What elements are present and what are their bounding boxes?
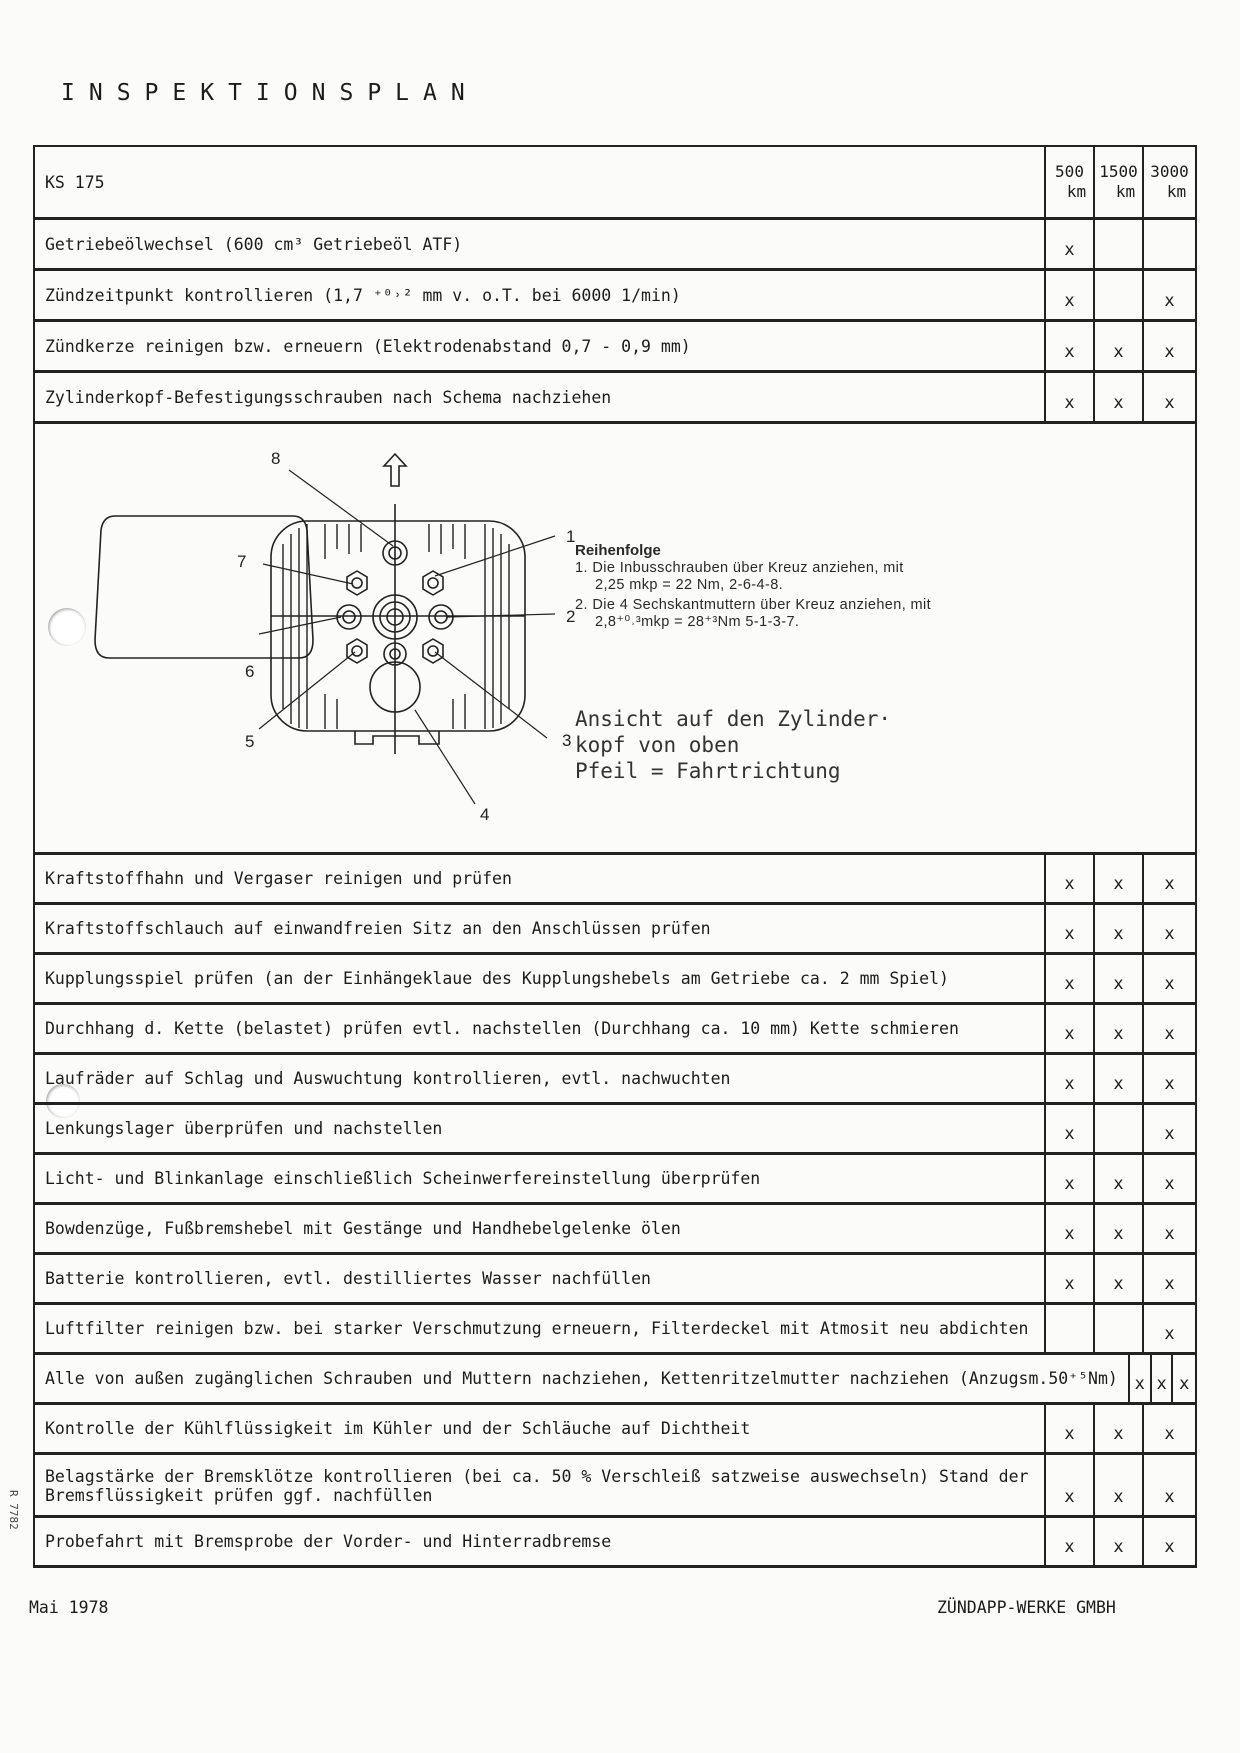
interval-mark: x bbox=[1046, 905, 1095, 952]
sequence-step-1: 1. Die Inbusschrauben über Kreuz anziehen, mit 2,25 mkp = 22 Nm, 2-6-4-8. bbox=[575, 559, 904, 593]
table-row bbox=[35, 1355, 1195, 1405]
page-title: INSPEKTIONSPLAN bbox=[61, 80, 479, 106]
interval-500 bbox=[1046, 147, 1095, 217]
interval-mark: x bbox=[1164, 1024, 1175, 1044]
table-row bbox=[35, 1518, 1195, 1568]
cooling-fins bbox=[283, 524, 509, 729]
tightening-sequence bbox=[575, 542, 935, 632]
number-7: 7 bbox=[237, 552, 247, 571]
interval-1500 bbox=[1095, 147, 1144, 217]
interval-mark: x bbox=[1046, 271, 1095, 319]
table-row bbox=[35, 1205, 1195, 1255]
table-row bbox=[35, 373, 1195, 424]
interval-mark: x bbox=[1164, 1487, 1175, 1507]
rows-bottom bbox=[35, 855, 1195, 1568]
interval-mark: x bbox=[1130, 1355, 1152, 1402]
table-row bbox=[35, 855, 1195, 905]
table-row bbox=[35, 1305, 1195, 1355]
interval-3000 bbox=[1144, 147, 1195, 217]
interval-mark: x bbox=[1046, 1255, 1095, 1302]
task-label: Licht- und Blinkanlage einschließlich Scheinwerfereinstellung überprüfen bbox=[35, 1155, 1046, 1202]
table-row bbox=[35, 1455, 1195, 1518]
number-3: 3 bbox=[562, 731, 572, 750]
interval-mark: x bbox=[1164, 924, 1175, 944]
interval-mark: x bbox=[1046, 1155, 1095, 1202]
interval-mark: x bbox=[1095, 1405, 1144, 1452]
interval-mark: x bbox=[1164, 1224, 1175, 1244]
task-label: Bowdenzüge, Fußbremshebel mit Gestänge und Handhebelgelenke ölen bbox=[35, 1205, 1046, 1252]
table-row bbox=[35, 955, 1195, 1005]
number-4: 4 bbox=[480, 805, 490, 824]
interval-mark bbox=[1046, 1305, 1095, 1352]
view-line: kopf von oben bbox=[575, 733, 740, 757]
table-row bbox=[35, 1005, 1195, 1055]
number-2: 2 bbox=[566, 607, 575, 626]
side-note: R 7782 bbox=[7, 1490, 20, 1530]
task-label: Kontrolle der Kühlflüssigkeit im Kühler und der Schläuche auf Dichtheit bbox=[35, 1405, 1046, 1452]
footer-date: Mai 1978 bbox=[29, 1598, 109, 1617]
interval-mark: x bbox=[1164, 342, 1175, 362]
interval-unit: km bbox=[1115, 182, 1136, 201]
cylinder-head-diagram bbox=[35, 424, 1195, 855]
table-row bbox=[35, 905, 1195, 955]
task-label: Laufräder auf Schlag und Auswuchtung kontrollieren, evtl. nachwuchten bbox=[35, 1055, 1046, 1102]
table-row bbox=[35, 220, 1195, 271]
interval-mark: x bbox=[1095, 1005, 1144, 1052]
table-row bbox=[35, 322, 1195, 373]
table-row bbox=[35, 1405, 1195, 1455]
interval-mark: x bbox=[1046, 1405, 1095, 1452]
interval-mark: x bbox=[1164, 1274, 1175, 1294]
interval-mark bbox=[1095, 1105, 1144, 1152]
table-row bbox=[35, 1105, 1195, 1155]
interval-mark: x bbox=[1164, 393, 1175, 413]
task-label: Lenkungslager überprüfen und nachstellen bbox=[35, 1105, 1046, 1152]
interval-mark: x bbox=[1046, 373, 1095, 421]
interval-mark: x bbox=[1046, 855, 1095, 902]
task-label: Getriebeölwechsel (600 cm³ Getriebeöl ATF) bbox=[35, 220, 1046, 268]
interval-mark: x bbox=[1046, 1005, 1095, 1052]
interval-mark: x bbox=[1046, 1455, 1095, 1515]
interval-mark bbox=[1095, 220, 1144, 268]
table-row bbox=[35, 1255, 1195, 1305]
interval-mark bbox=[1144, 220, 1195, 268]
task-label: Belagstärke der Bremsklötze kontrollieren (bei ca. 50 % Verschleiß satzweise auswechseln) Stand der Bremsflüssigkeit prüfen ggf. nachfüllen bbox=[35, 1455, 1046, 1515]
task-label: Zündzeitpunkt kontrollieren (1,7 ⁺⁰˒² mm v. o.T. bei 6000 1/min) bbox=[35, 271, 1046, 319]
interval-mark: x bbox=[1164, 974, 1175, 994]
view-line: Pfeil = Fahrtrichtung bbox=[575, 759, 841, 783]
table-row bbox=[35, 1055, 1195, 1105]
interval-value: 500 bbox=[1055, 162, 1084, 181]
view-line: Ansicht auf den Zylinder· bbox=[575, 707, 892, 731]
interval-mark: x bbox=[1095, 322, 1144, 370]
task-label: Kupplungsspiel prüfen (an der Einhängeklaue des Kupplungshebels am Getriebe ca. 2 mm Spiel) bbox=[35, 955, 1046, 1002]
task-label: Batterie kontrollieren, evtl. destilliertes Wasser nachfüllen bbox=[35, 1255, 1046, 1302]
interval-mark: x bbox=[1164, 1124, 1175, 1144]
task-label: Kraftstoffschlauch auf einwandfreien Sitz an den Anschlüssen prüfen bbox=[35, 905, 1046, 952]
interval-mark: x bbox=[1046, 955, 1095, 1002]
task-label: Luftfilter reinigen bzw. bei starker Verschmutzung erneuern, Filterdeckel mit Atmosit neu abdichten bbox=[35, 1305, 1046, 1352]
interval-mark: x bbox=[1046, 1055, 1095, 1102]
interval-mark: x bbox=[1095, 1455, 1144, 1515]
sequence-title: Reihenfolge bbox=[575, 542, 661, 559]
footer-company: ZÜNDAPP-WERKE GMBH bbox=[937, 1598, 1116, 1617]
inspection-table bbox=[33, 145, 1197, 1568]
interval-mark: x bbox=[1095, 373, 1144, 421]
number-8: 8 bbox=[271, 449, 281, 468]
interval-mark: x bbox=[1164, 1424, 1175, 1444]
interval-mark: x bbox=[1046, 1205, 1095, 1252]
interval-mark: x bbox=[1164, 874, 1175, 894]
sequence-step-2: 2. Die 4 Sechskantmuttern über Kreuz anziehen, mit 2,8⁺⁰˒³mkp = 28⁺³Nm 5-1-3-7. bbox=[575, 596, 932, 630]
task-label: Alle von außen zugänglichen Schrauben und Muttern nachziehen, Kettenritzelmutter nachziehen (Anzugsm.50⁺⁵Nm) bbox=[35, 1355, 1130, 1402]
interval-mark: x bbox=[1164, 1074, 1175, 1094]
number-5: 5 bbox=[245, 732, 255, 751]
table-row bbox=[35, 271, 1195, 322]
interval-mark: x bbox=[1095, 1205, 1144, 1252]
table-row bbox=[35, 1155, 1195, 1205]
interval-mark bbox=[1095, 271, 1144, 319]
interval-mark: x bbox=[1095, 955, 1144, 1002]
number-6: 6 bbox=[245, 662, 255, 681]
number-1: 1 bbox=[566, 527, 575, 546]
interval-mark: x bbox=[1179, 1374, 1190, 1394]
interval-mark: x bbox=[1152, 1355, 1174, 1402]
direction-arrow-icon bbox=[384, 454, 406, 486]
interval-unit: km bbox=[1166, 182, 1187, 201]
interval-mark: x bbox=[1095, 1518, 1144, 1565]
cylinder-head-drawing bbox=[35, 424, 575, 852]
interval-mark: x bbox=[1046, 1105, 1095, 1152]
task-label: Probefahrt mit Bremsprobe der Vorder- und Hinterradbremse bbox=[35, 1518, 1046, 1565]
interval-mark: x bbox=[1164, 291, 1175, 311]
task-label: Zündkerze reinigen bzw. erneuern (Elektrodenabstand 0,7 - 0,9 mm) bbox=[35, 322, 1046, 370]
interval-mark: x bbox=[1095, 855, 1144, 902]
interval-mark: x bbox=[1095, 1255, 1144, 1302]
table-header-row bbox=[35, 147, 1195, 220]
task-label: Zylinderkopf-Befestigungsschrauben nach Schema nachziehen bbox=[35, 373, 1046, 421]
interval-mark: x bbox=[1095, 905, 1144, 952]
task-label: Kraftstoffhahn und Vergaser reinigen und prüfen bbox=[35, 855, 1046, 902]
interval-mark: x bbox=[1046, 1518, 1095, 1565]
interval-mark: x bbox=[1046, 220, 1095, 268]
interval-unit: km bbox=[1066, 182, 1087, 201]
rows-top bbox=[35, 220, 1195, 424]
interval-mark: x bbox=[1046, 322, 1095, 370]
interval-mark: x bbox=[1164, 1324, 1175, 1344]
interval-mark: x bbox=[1095, 1055, 1144, 1102]
interval-value: 3000 bbox=[1150, 162, 1189, 181]
view-caption bbox=[575, 706, 891, 784]
interval-mark: x bbox=[1095, 1155, 1144, 1202]
model-label: KS 175 bbox=[35, 147, 1046, 217]
task-label: Durchhang d. Kette (belastet) prüfen evtl. nachstellen (Durchhang ca. 10 mm) Kette schmieren bbox=[35, 1005, 1046, 1052]
interval-mark: x bbox=[1164, 1537, 1175, 1557]
interval-mark: x bbox=[1164, 1174, 1175, 1194]
interval-mark bbox=[1095, 1305, 1144, 1352]
interval-value: 1500 bbox=[1099, 162, 1138, 181]
